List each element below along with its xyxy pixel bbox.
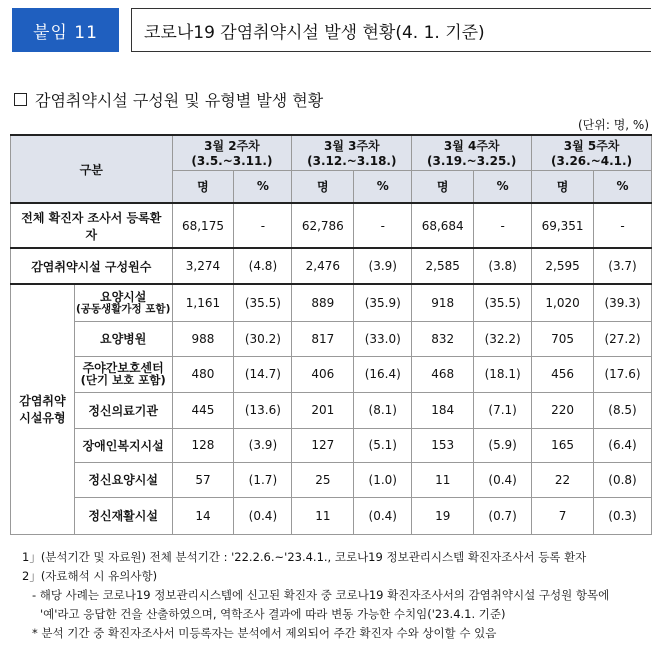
cell: 19 [412, 497, 474, 534]
section-subtitle [14, 88, 323, 111]
cell: (35.5) [474, 284, 532, 321]
cell: (6.4) [594, 428, 652, 462]
cell: 456 [532, 356, 594, 392]
week-header: 3월 4주차 (3.19.~3.25.) [412, 135, 532, 170]
cell: (1.0) [354, 462, 412, 497]
cell: 11 [412, 462, 474, 497]
table-row [11, 392, 652, 428]
cell: (27.2) [594, 321, 652, 356]
col-count-header: 명 [532, 170, 594, 203]
cell: 201 [292, 392, 354, 428]
cell: (33.0) [354, 321, 412, 356]
week-header: 3월 3주차 (3.12.~3.18.) [292, 135, 412, 170]
col-pct-header: % [594, 170, 652, 203]
cell: 3,274 [172, 248, 234, 284]
cell: 480 [172, 356, 234, 392]
footnote: * 분석 기간 중 확진자조사서 미등록자는 분석에서 제외되어 주간 확진자 수와 상이할 수 있음 [32, 626, 497, 640]
cell: 69,351 [532, 203, 594, 248]
cell: 153 [412, 428, 474, 462]
cell: (35.5) [234, 284, 292, 321]
corner-header: 구분 [11, 135, 173, 203]
row-label: 전체 확진자 조사서 등록환자 [11, 203, 173, 248]
table-row [11, 203, 652, 248]
cell: - [234, 203, 292, 248]
cell: 165 [532, 428, 594, 462]
footnote: 1」(분석기간 및 자료원) 전체 분석기간 : '22.2.6.~'23.4.1., 코로나19 정보관리시스템 확진자조사서 등록 환자 [22, 550, 587, 564]
table-row [11, 284, 652, 321]
cell: 57 [172, 462, 234, 497]
cell: (13.6) [234, 392, 292, 428]
page-title: 코로나19 감염취약시설 발생 현황(4. 1. 기준) [131, 8, 651, 52]
cell: (17.6) [594, 356, 652, 392]
cell: (1.7) [234, 462, 292, 497]
footnote: - 해당 사례는 코로나19 정보관리시스템에 신고된 확진자 중 코로나19 확진자조사서의 감염취약시설 구성원 항목에 [32, 588, 610, 602]
cell: (5.9) [474, 428, 532, 462]
cell: (16.4) [354, 356, 412, 392]
cell: 817 [292, 321, 354, 356]
col-count-header: 명 [412, 170, 474, 203]
subtitle-text: 감염취약시설 구성원 및 유형별 발생 현황 [35, 91, 324, 110]
cell: 2,476 [292, 248, 354, 284]
cell: 7 [532, 497, 594, 534]
cell: (32.2) [474, 321, 532, 356]
cell: - [354, 203, 412, 248]
week-header: 3월 2주차 (3.5.~3.11.) [172, 135, 292, 170]
cell: 889 [292, 284, 354, 321]
row-label: 정신의료기관 [74, 392, 172, 428]
cell: 14 [172, 497, 234, 534]
cell: (7.1) [474, 392, 532, 428]
row-label: 장애인복지시설 [74, 428, 172, 462]
cell: - [474, 203, 532, 248]
row-label: 정신재활시설 [74, 497, 172, 534]
footnote: 2」(자료해석 시 유의사항) [22, 569, 158, 583]
cell: 705 [532, 321, 594, 356]
cell: 406 [292, 356, 354, 392]
cell: (8.1) [354, 392, 412, 428]
group-label: 감염취약 시설유형 [11, 284, 75, 534]
cell: (0.4) [354, 497, 412, 534]
cell: (3.7) [594, 248, 652, 284]
cell: (3.9) [354, 248, 412, 284]
checkbox-square-icon [14, 93, 27, 106]
cell: (0.8) [594, 462, 652, 497]
footnote: '예'라고 응답한 건을 산출하였으며, 역학조사 결과에 따라 변동 가능한 수치임('23.4.1. 기준) [40, 607, 506, 621]
table-row [11, 356, 652, 392]
cell: (35.9) [354, 284, 412, 321]
row-label: 요양병원 [74, 321, 172, 356]
cell: (0.3) [594, 497, 652, 534]
table-row [11, 248, 652, 284]
cell: 184 [412, 392, 474, 428]
cell: 220 [532, 392, 594, 428]
cell: 1,020 [532, 284, 594, 321]
row-label: 요양시설 (공동생활가정 포함) [74, 284, 172, 321]
table-row [11, 497, 652, 534]
cell: (30.2) [234, 321, 292, 356]
table-row [11, 321, 652, 356]
statistics-table [10, 134, 652, 535]
cell: (3.8) [474, 248, 532, 284]
cell: (18.1) [474, 356, 532, 392]
week-header: 3월 5주차 (3.26.~4.1.) [532, 135, 652, 170]
col-pct-header: % [234, 170, 292, 203]
table-row [11, 428, 652, 462]
cell: (0.4) [474, 462, 532, 497]
cell: 11 [292, 497, 354, 534]
cell: (4.8) [234, 248, 292, 284]
row-label: 정신요양시설 [74, 462, 172, 497]
cell: 2,585 [412, 248, 474, 284]
cell: 127 [292, 428, 354, 462]
cell: 62,786 [292, 203, 354, 248]
cell: (0.4) [234, 497, 292, 534]
unit-label: (단위: 명, %) [577, 118, 649, 132]
cell: 918 [412, 284, 474, 321]
cell: 68,684 [412, 203, 474, 248]
col-pct-header: % [474, 170, 532, 203]
cell: (39.3) [594, 284, 652, 321]
cell: 988 [172, 321, 234, 356]
cell: (5.1) [354, 428, 412, 462]
col-pct-header: % [354, 170, 412, 203]
cell: (14.7) [234, 356, 292, 392]
cell: 1,161 [172, 284, 234, 321]
table-row [11, 462, 652, 497]
cell: 832 [412, 321, 474, 356]
appendix-badge: 붙임 11 [12, 8, 119, 52]
header [6, 6, 654, 56]
cell: (0.7) [474, 497, 532, 534]
row-label: 주야간보호센터 (단기 보호 포함) [74, 356, 172, 392]
col-count-header: 명 [292, 170, 354, 203]
footnotes [22, 548, 609, 643]
cell: 128 [172, 428, 234, 462]
row-label: 감염취약시설 구성원수 [11, 248, 173, 284]
cell: 22 [532, 462, 594, 497]
cell: 25 [292, 462, 354, 497]
cell: (3.9) [234, 428, 292, 462]
cell: 468 [412, 356, 474, 392]
col-count-header: 명 [172, 170, 234, 203]
cell: - [594, 203, 652, 248]
cell: 445 [172, 392, 234, 428]
cell: (8.5) [594, 392, 652, 428]
cell: 2,595 [532, 248, 594, 284]
cell: 68,175 [172, 203, 234, 248]
